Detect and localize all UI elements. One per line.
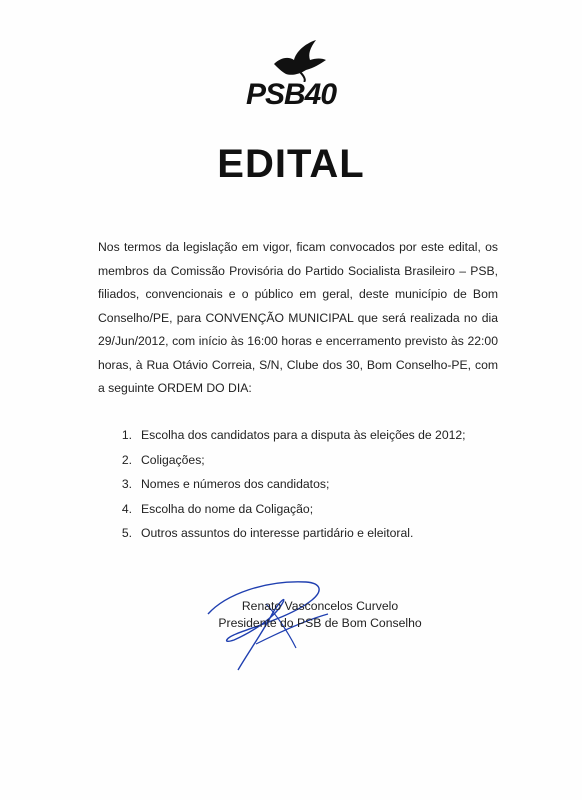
list-item-number: 4. xyxy=(121,501,132,516)
agenda-list xyxy=(96,428,516,551)
list-item-text: Nomes e números dos candidatos; xyxy=(141,477,330,491)
signatory-block xyxy=(200,598,440,632)
list-item xyxy=(96,526,516,551)
signatory-role: Presidente do PSB de Bom Conselho xyxy=(218,616,422,630)
list-item-text: Escolha do nome da Coligação; xyxy=(141,501,314,516)
list-item-number: 5. xyxy=(121,526,132,540)
list-item-number: 3. xyxy=(121,477,132,491)
list-item-number: 2. xyxy=(121,452,132,467)
list-item-number: 1. xyxy=(121,428,132,442)
page-title: EDITAL xyxy=(217,142,365,186)
dove-icon xyxy=(270,38,328,82)
list-item-text: Outros assuntos do interesse partidário e eleitoral. xyxy=(141,526,414,540)
list-item xyxy=(96,502,516,527)
party-logo xyxy=(244,38,354,118)
list-item xyxy=(96,428,516,453)
list-item xyxy=(96,477,516,502)
list-item-text: Escolha dos candidatos para a disputa às eleições de 2012; xyxy=(141,428,466,442)
logo-text: PSB40 xyxy=(246,78,337,111)
list-item-text: Coligações; xyxy=(141,452,205,467)
convocation-paragraph: Nos termos da legislação em vigor, ficam convocados por este edital, os membros da Comissão Provisória do Partido Socialista Brasileiro – PSB, filiados, convencionais e o público em geral, deste município de Bom Conselho/PE, para CONVENÇÃO MUNICIPAL que será realizada no dia 29/Jun/2012, com início às 16:00 horas e encerramento previsto às 22:00 horas, à Rua Otávio Correia, S/N, Clube dos 30, Bom Conselho-PE, com a seguinte ORDEM DO DIA: xyxy=(98,240,498,395)
list-item xyxy=(96,453,516,478)
signatory-name: Renato Vasconcelos Curvelo xyxy=(241,599,399,613)
